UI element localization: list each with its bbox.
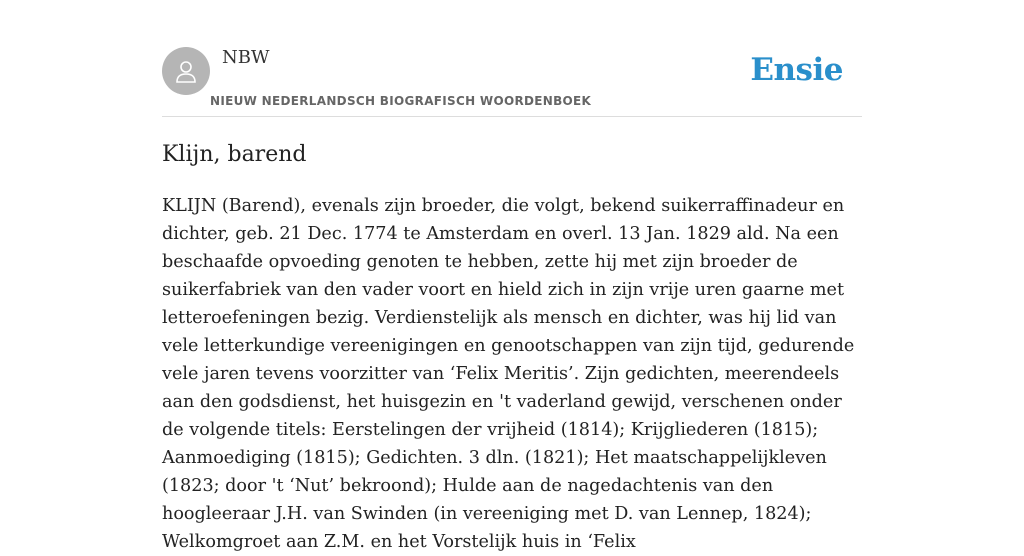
page-title: Klijn, barend xyxy=(162,142,307,167)
article-body: KLIJN (Barend), evenals zijn broeder, die volgt, bekend suikerraffinadeur en dichter, geb. 21 Dec. 1774 te Amsterdam en overl. 13 Jan. 1829 ald. Na een beschaafde opvoeding genoten te hebben, zette hij met zijn broeder de suikerfabriek van den vader voort en hield zich in zijn vrije uren gaarne met letteroefeningen bezig. Verdienstelijk als mensch en dichter, was hij lid van vele letterkundige vereenigingen en genootschappen van zijn tijd, gedurende vele jaren tevens voorzitter van ‘Felix Meritis’. Zijn gedichten, meerendeels aan den godsdienst, het huisgezin en 't vaderland gewijd, verschenen onder de volgende titels: Eerstelingen der vrijheid (1814); Krijgliederen (1815); Aanmoediging (1815); Gedichten. 3 dln. (1821); Het maatschappelijkleven (1823; door 't ‘Nut’ bekroond); Hulde aan de nagedachtenis van den hoogleeraar J.H. van Swinden (in vereeniging met D. van Lennep, 1824); Welkomgroet aan Z.M. en het Vorstelijk huis in ‘Felix xyxy=(162,196,855,552)
avatar[interactable] xyxy=(162,47,210,95)
source-header xyxy=(162,47,862,117)
user-icon xyxy=(172,57,200,85)
ensie-logo[interactable]: Ensie xyxy=(750,52,843,88)
source-name[interactable]: NBW xyxy=(222,47,270,68)
source-subtitle: NIEUW NEDERLANDSCH BIOGRAFISCH WOORDENBOEK xyxy=(210,94,592,108)
